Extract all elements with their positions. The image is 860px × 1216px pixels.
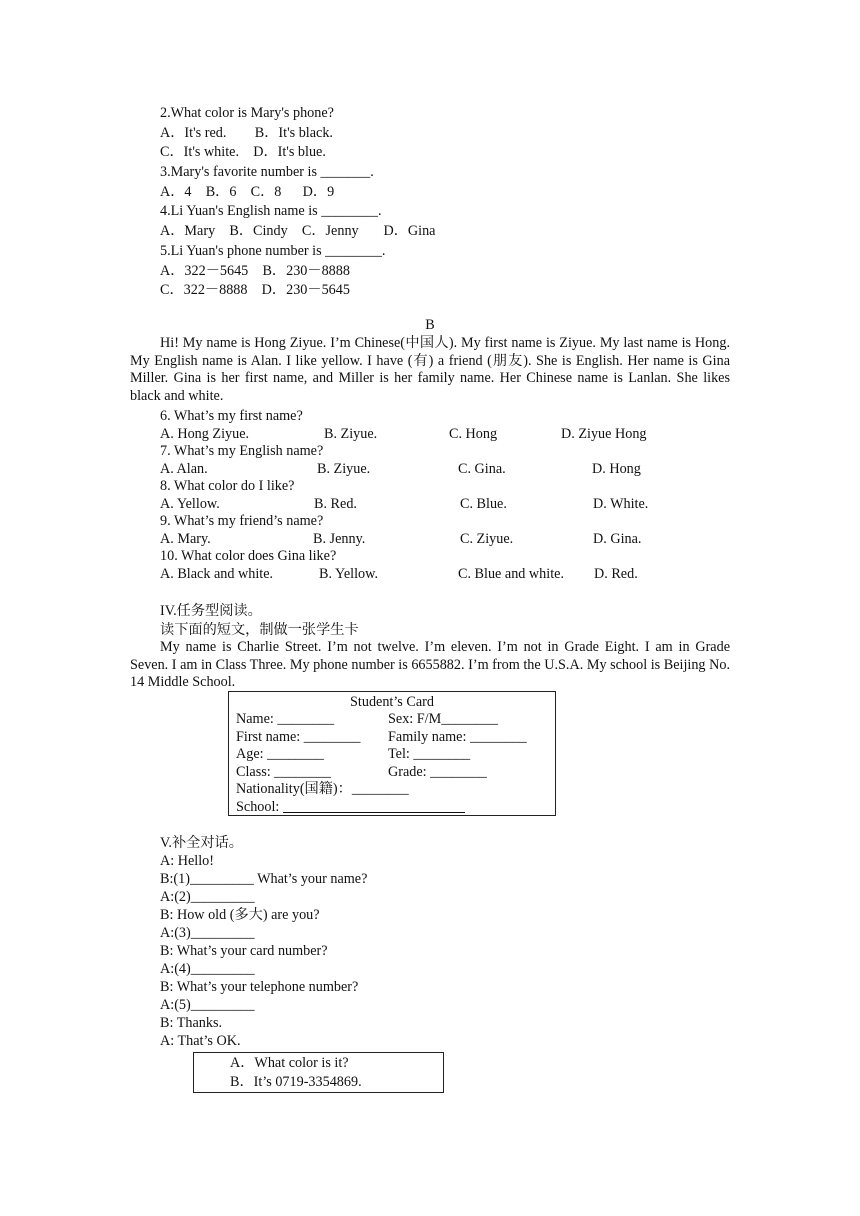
dialogue-options-box xyxy=(193,1052,444,1093)
card-row xyxy=(229,764,555,782)
section-b-heading: B xyxy=(425,317,435,333)
question-line: 8. What color do I like? xyxy=(160,478,295,494)
card-family-name-field: Family name: ________ xyxy=(388,728,527,745)
student-card-title: Student’s Card xyxy=(350,694,434,710)
card-row xyxy=(229,799,555,817)
option-line: A．4 B．6 C．8 D．9 xyxy=(160,183,335,200)
dialogue-line: A: Hello! xyxy=(160,853,214,869)
dialogue-line: B: Thanks. xyxy=(160,1015,223,1031)
card-nationality-field: Nationality(国籍)：________ xyxy=(236,781,409,798)
card-sex-field: Sex: F/M________ xyxy=(388,711,498,727)
option-row: A. Black and white. B. Yellow. C. Blue and white. D. Red. xyxy=(160,565,638,582)
card-grade-field: Grade: ________ xyxy=(388,763,487,780)
option-row: A. Hong Ziyue. B. Ziyue. C. Hong D. Ziyue Hong xyxy=(160,425,647,442)
card-row xyxy=(229,711,555,729)
card-class-field: Class: ________ xyxy=(236,763,331,780)
card-school-label: School: xyxy=(236,798,280,815)
section-iv-header xyxy=(160,602,740,640)
question-line: 6. What’s my first name? xyxy=(160,408,303,424)
dialogue-line: B: What’s your card number? xyxy=(160,943,328,959)
dialogue-line: A:(4)_________ xyxy=(160,961,255,977)
dialogue-line: A:(2)_________ xyxy=(160,889,255,905)
section-iv-passage: My name is Charlie Street. I’m not twelve. I’m eleven. I’m not in Grade Eight. I am in Grade Seven. I am in Class Three. My phone number is 6655882. I’m from the U.S.A. My school is Beijing No. 14 Middle School. xyxy=(130,639,730,690)
card-name-field: Name: ________ xyxy=(236,711,335,727)
section-iv-instruction: 读下面的短文，制做一张学生卡 xyxy=(160,622,359,638)
option-row: A. Yellow. B. Red. C. Blue. D. White. xyxy=(160,495,649,512)
section-b-passage: Hi! My name is Hong Ziyue. I’m Chinese(中国人). My first name is Ziyue. My last name is Hong. My English name is Alan. I like yellow. I have (有) a friend (朋友). She is English. Her name is Gina Miller. Gina is her first name, and Miller is her family name. Her Chinese name is Lanlan. She likes black and white. xyxy=(130,335,730,404)
question-line: 4.Li Yuan's English name is ________. xyxy=(160,203,382,220)
question-line: 9. What’s my friend’s name? xyxy=(160,513,324,529)
dialogue-line: B: How old (多大) are you? xyxy=(160,907,320,923)
card-age-field: Age: ________ xyxy=(236,746,324,763)
card-first-name-field: First name: ________ xyxy=(236,728,361,745)
option-line: C．322－8888 D．230－5645 xyxy=(160,282,350,299)
question-line: 10. What color does Gina like? xyxy=(160,548,337,564)
dialogue-line: A: That’s OK. xyxy=(160,1033,241,1049)
question-line: 5.Li Yuan's phone number is ________. xyxy=(160,242,386,259)
option-line: A．Mary B．Cindy C．Jenny D．Gina xyxy=(160,223,436,240)
section-b-questions xyxy=(160,408,740,583)
dialogue-line: A:(3)_________ xyxy=(160,925,255,941)
section-v-heading: V.补全对话。 xyxy=(160,835,243,851)
card-row xyxy=(229,781,555,799)
student-card-table xyxy=(228,691,556,816)
dialogue-line: B: What’s your telephone number? xyxy=(160,979,359,995)
question-line: 2.What color is Mary's phone? xyxy=(160,105,334,121)
question-line: 7. What’s my English name? xyxy=(160,443,324,459)
option-line: A．It's red. B．It's black. xyxy=(160,124,333,141)
school-answer-line xyxy=(283,799,465,813)
option-row: A. Mary. B. Jenny. C. Ziyue. D. Gina. xyxy=(160,530,642,547)
card-row xyxy=(229,746,555,764)
section-v-dialogue xyxy=(160,835,740,1051)
question-line: 3.Mary's favorite number is _______. xyxy=(160,164,374,181)
dialogue-line: B:(1)_________ What’s your name? xyxy=(160,871,368,887)
option-row: A. Alan. B. Ziyue. C. Gina. D. Hong xyxy=(160,460,641,477)
option-line: C．It's white. D．It's blue. xyxy=(160,144,326,161)
card-school-field xyxy=(236,799,279,817)
section-iv-heading: IV.任务型阅读。 xyxy=(160,603,262,619)
dialogue-option: A．What color is it? xyxy=(230,1055,349,1071)
card-tel-field: Tel: ________ xyxy=(388,746,471,763)
option-line: A．322－5645 B．230－8888 xyxy=(160,262,350,279)
dialogue-option: B．It’s 0719-3354869. xyxy=(230,1074,362,1090)
part-a-questions xyxy=(160,104,740,301)
dialogue-line: A:(5)_________ xyxy=(160,997,255,1013)
card-row xyxy=(229,729,555,747)
